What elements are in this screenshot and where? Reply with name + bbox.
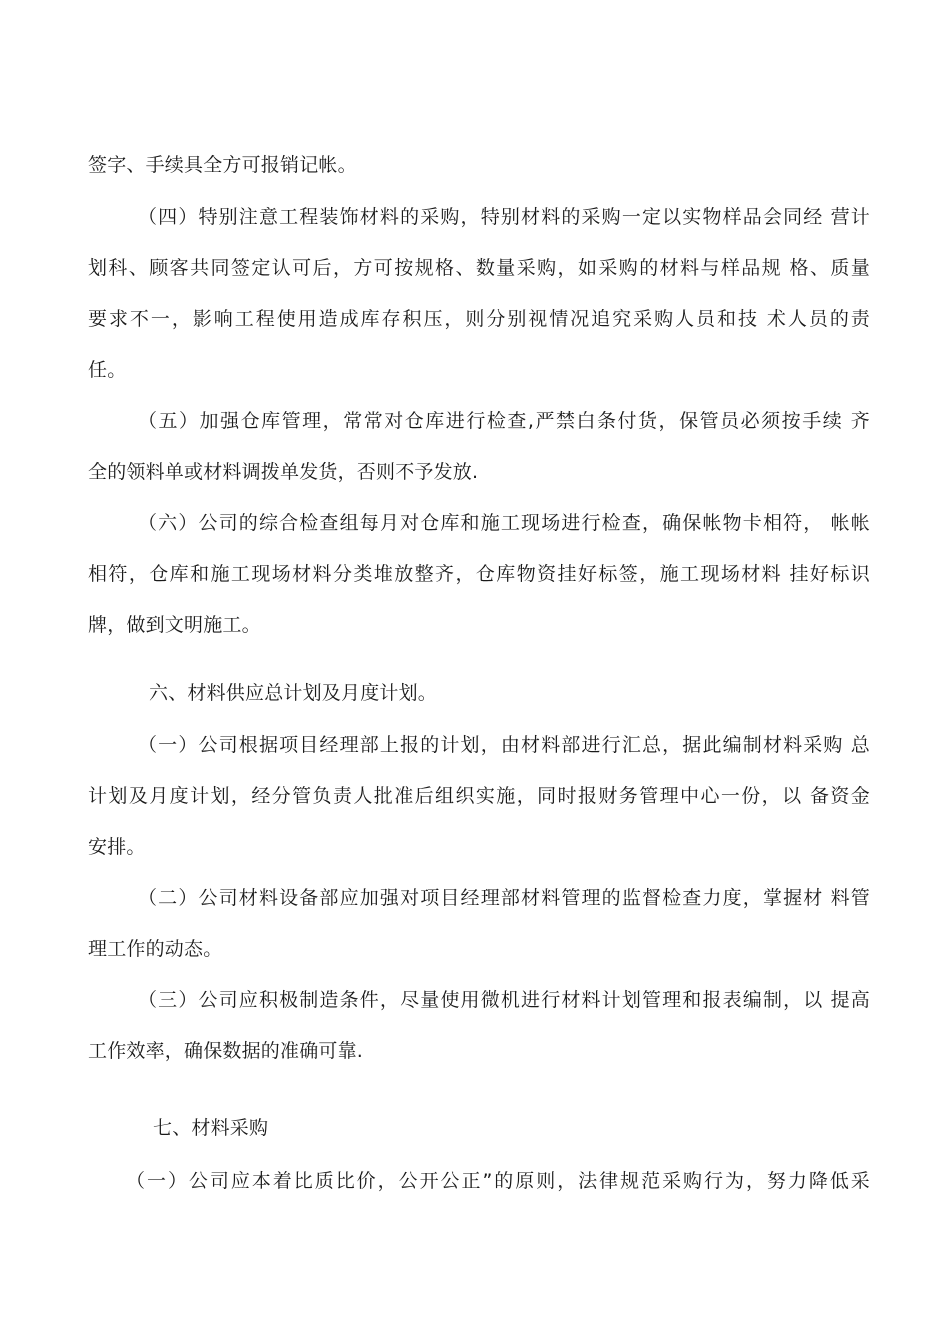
paragraph-line: 工作效率，确保数据的准确可靠.	[88, 1040, 364, 1062]
paragraph-line: 理工作的动态。	[88, 938, 223, 960]
paragraph-line: （五）加强仓库管理，常常对仓库进行检查,严禁白条付货，保管员必须按手续 齐	[138, 410, 870, 432]
paragraph-line: 相符，仓库和施工现场材料分类堆放整齐，仓库物资挂好标签，施工现场材料 挂好标识	[88, 563, 870, 585]
paragraph-line: 签字、手续具全方可报销记帐。	[88, 154, 357, 176]
section-heading: 七、材料采购	[153, 1117, 269, 1139]
section-heading: 六、材料供应总计划及月度计划。	[149, 682, 438, 704]
paragraph-line: （一）公司根据项目经理部上报的计划，由材料部进行汇总，据此编制材料采购 总	[138, 734, 870, 756]
paragraph-line: （四）特别注意工程装饰材料的采购，特别材料的采购一定以实物样品会同经 营计	[138, 206, 870, 228]
paragraph-line: 安排。	[88, 836, 146, 858]
paragraph-line: 牌，做到文明施工。	[88, 614, 261, 636]
paragraph-line: 任。	[88, 359, 127, 381]
paragraph-line: （一）公司应本着比质比价，公开公正”的原则，法律规范采购行为，努力降低采	[126, 1170, 870, 1192]
paragraph-line: （二）公司材料设备部应加强对项目经理部材料管理的监督检查力度，掌握材 料管	[138, 887, 870, 909]
paragraph-line: （六）公司的综合检查组每月对仓库和施工现场进行检查，确保帐物卡相符， 帐帐	[138, 512, 870, 534]
paragraph-line: 划科、顾客共同签定认可后，方可按规格、数量采购，如采购的材料与样品规 格、质量	[88, 257, 870, 279]
paragraph-line: （三）公司应积极制造条件，尽量使用微机进行材料计划管理和报表编制，以 提高	[138, 989, 870, 1011]
paragraph-line: 要求不一，影响工程使用造成库存积压，则分别视情况追究采购人员和技 术人员的责	[88, 308, 870, 330]
paragraph-line: 全的领料单或材料调拨单发货，否则不予发放.	[88, 461, 479, 483]
paragraph-line: 计划及月度计划，经分管负责人批准后组织实施，同时报财务管理中心一份，以 备资金	[88, 785, 870, 807]
